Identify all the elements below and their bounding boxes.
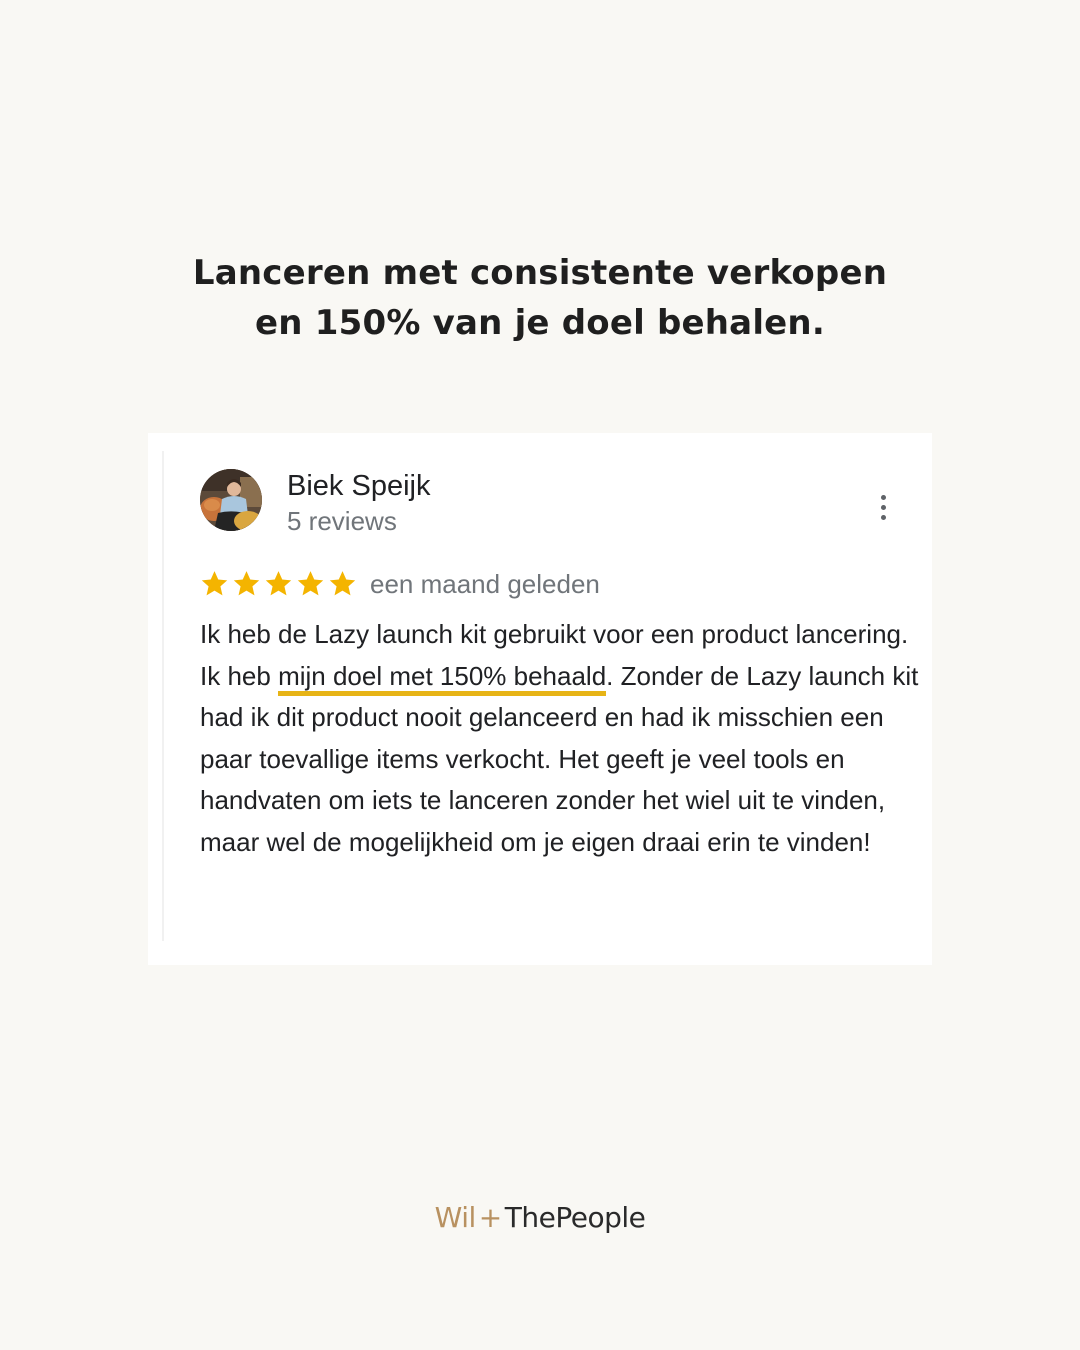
star-rating <box>200 569 357 598</box>
headline-line-1: Lanceren met consistente verkopen <box>192 253 888 293</box>
brand-logo-plus: + <box>478 1201 502 1234</box>
star-icon <box>264 569 293 598</box>
star-icon <box>232 569 261 598</box>
star-icon <box>200 569 229 598</box>
review-text <box>200 614 920 864</box>
person-avatar-icon <box>200 469 262 531</box>
brand-logo-part1: Wil <box>434 1201 476 1234</box>
reviewer-review-count[interactable]: 5 reviews <box>287 506 397 536</box>
headline-line-2: en 150% van je doel behalen. <box>255 303 825 343</box>
review-date: een maand geleden <box>370 569 600 599</box>
star-icon <box>328 569 357 598</box>
more-vertical-icon <box>881 492 886 522</box>
brand-logo <box>0 1198 1080 1238</box>
star-icon <box>296 569 325 598</box>
headline <box>0 248 1080 348</box>
brand-logo-part2: ThePeople <box>504 1201 646 1234</box>
reviewer-avatar[interactable] <box>200 469 262 531</box>
review-text-end: . Zonder de Lazy launch kit had ik dit product nooit gelanceerd en had ik misschien een paar toevallige items verkocht. Het geeft je veel tools en handvaten om iets te lanceren zonder het wiel uit te vinden, maar wel de mogelijkheid om je eigen draai erin te vinden! <box>200 660 919 857</box>
card-divider <box>162 451 164 941</box>
review-text-start: Ik heb de Lazy launch kit gebruikt voor een product lancering. Ik heb <box>200 619 909 691</box>
reviewer-name[interactable]: Biek Speijk <box>287 470 431 502</box>
review-text-highlight: mijn doel met 150% behaald <box>278 661 606 696</box>
review-card <box>148 433 932 965</box>
more-options-button[interactable] <box>868 489 898 525</box>
